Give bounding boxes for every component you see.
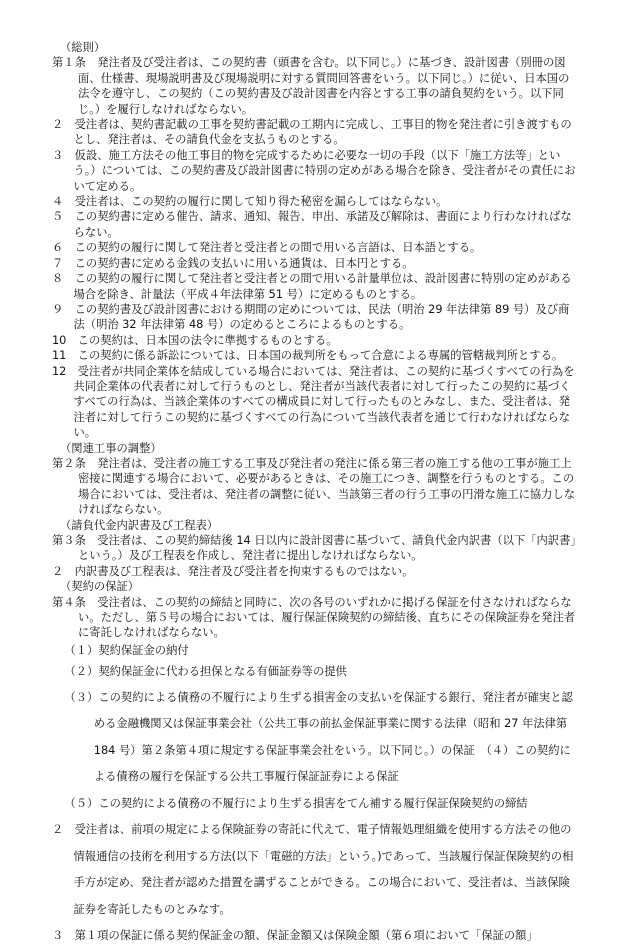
article-2-paragraph-1: 第２条 発注者は、受注者の施工する工事及び発注者の発注に係る第三者の施工する他の工事が施工上密接に関連する場合において、必要があるときは、その施工につき、調整を行うものとする。この場合においては、受注者は、発注者の調整に従い、当該第三者の行う工事の円滑な施工に協力しなければならない。	[52, 456, 576, 517]
article-4-item-2: （２）契約保証金に代わる担保となる有価証券等の提供	[64, 664, 347, 678]
section-heading-breakdown: （請負代金内訳書及び工程表）	[60, 518, 219, 532]
article-1-paragraph-11: 11 この契約に係る訴訟については、日本国の裁判所をもって合意による専属的管轄裁判所とする。	[52, 349, 564, 363]
article-1-paragraph-3: ３ 仮設、施工方法その他工事目的物を完成するために必要な一切の手段（以下「施工方法等」という。）については、この契約書及び設計図書に特別の定めがある場合を除き、受注者がその責任において定める。	[52, 148, 576, 193]
article-1-paragraph-10: 10 この契約は、日本国の法令に準拠するものとする。	[52, 333, 338, 347]
article-1-paragraph-5: ５ この契約書に定める催告、請求、通知、報告、申出、承諾及び解除は、書面により行わなければならない。	[52, 210, 572, 239]
section-heading-general: （総則）	[60, 41, 106, 54]
article-4-item-3-4: （３）この契約による債務の不履行により生ずる損害金の支払いを保証する銀行、発注者が確実と認める金融機関又は保証事業会社（公共工事の前払金保証事業に関する法律（昭和 27 年法律第 184 号）第２条第４項に規定する保証事業会社をいう。以下同じ。）の保証 （４）この契約による債務の履行を保証する公共工事履行保証証券による保証	[64, 690, 573, 784]
article-1-paragraph-1: 第１条 発注者及び受注者は、この契約書（頭書を含む。以下同じ。）に基づき、設計図書（別冊の図面、仕様書、現場説明書及び現場説明に対する質問回答書をいう。以下同じ。）に従い、日本国の法令を遵守し、この契約（この契約書及び設計図書を内容とする工事の請負契約をいう。以下同じ。）を履行しなければならない。	[52, 56, 570, 116]
article-4-paragraph-1: 第４条 受注者は、この契約の締結と同時に、次の各号のいずれかに掲げる保証を付さなければならない。ただし、第５号の場合においては、履行保証保険契約の締結後、直ちにその保険証券を発注者に寄託しなければならない。	[52, 595, 576, 640]
document-body	[52, 40, 578, 683]
article-1-paragraph-6: ６ この契約の履行に関して発注者と受注者との間で用いる言語は、日本語とする。	[52, 241, 482, 255]
section-heading-guarantee: （契約の保証）	[60, 580, 140, 594]
article-1-paragraph-9: ９ この契約書及び設計図書における期間の定めについては、民法（明治 29 年法律第 89 号）及び商法（明治 32 年法律第 48 号）の定めるところによるものとする。	[52, 302, 570, 332]
article-1-paragraph-12: 12 受注者が共同企業体を結成している場合においては、発注者は、この契約に基づくすべての行為を共同企業体の代表者に対して行うものとし、発注者が当該代表者に対して行ったこの契約に基づくすべての行為は、当該企業体のすべての構成員に対して行ったものとみなし、また、受注者は、発注者に対して行うこの契約に基づくすべての行為について当該代表者を通じて行わなければならない。	[52, 364, 575, 440]
article-1-paragraph-8: ８ この契約の履行に関して発注者と受注者との間で用いる計量単位は、設計図書に特別の定めがある場合を除き、計量法（平成４年法律第 51 号）に定めるものとする。	[52, 272, 572, 301]
article-4-paragraph-3: ３ 第１項の保証に係る契約保証金の額、保証金額又は保険金額（第６項において「保証の額」	[52, 929, 538, 943]
section-heading-related-work: （関連工事の調整）	[60, 441, 162, 455]
article-3-paragraph-2: ２ 内訳書及び工程表は、発注者及び受注者を拘束するものではない。	[52, 564, 414, 578]
article-1-paragraph-4: ４ 受注者は、この契約の履行に関して知り得た秘密を漏らしてはならない。	[52, 195, 448, 209]
article-3-paragraph-1: 第３条 受注者は、この契約締結後 14 日以内に設計図書に基づいて、請負代金内訳書（以下「内訳書」という。）及び工程表を作成し、発注者に提出しなければならない。	[52, 534, 577, 563]
article-4-item-5: （５）この契約による債務の不履行により生ずる損害をてん補する履行保証保険契約の締結	[64, 796, 528, 810]
article-1-paragraph-2: ２ 受注者は、契約書記載の工事を契約書記載の工期内に完成し、工事目的物を発注者に引き渡すものとし、発注者は、その請負代金を支払うものとする。	[52, 118, 572, 147]
article-4-item-1: （１）契約保証金の納付	[64, 643, 189, 657]
article-1-paragraph-7: ７ この契約書に定める金銭の支払いに用いる通貨は、日本円とする。	[52, 256, 414, 270]
document-body-loose	[52, 685, 578, 950]
article-4-paragraph-2: ２ 受注者は、前項の規定による保険証券の寄託に代えて、電子情報処理組織を使用する方法その他の情報通信の技術を利用する方法(以下「電磁的方法」という。)であって、当該履行保証保険契約の相手方が定め、発注者が認めた措置を講ずることができる。この場合において、受注者は、当該保険証券を寄託したものとみなす。	[52, 823, 574, 916]
